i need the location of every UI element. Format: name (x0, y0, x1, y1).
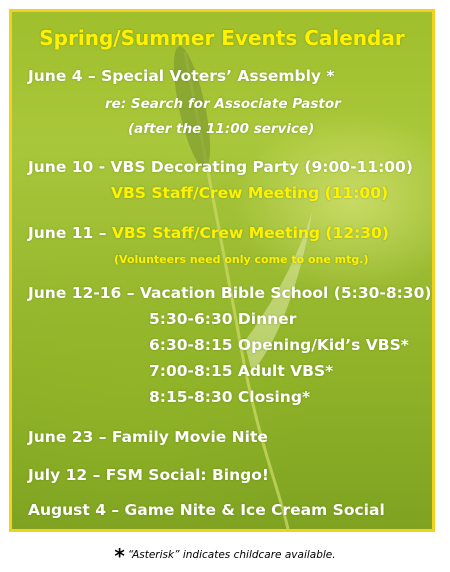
vbs-schedule-item: 7:00-8:15 Adult VBS* (149, 362, 334, 380)
voters-assembly-event: June 4 – Special Voters’ Assembly * (28, 67, 335, 85)
game-nite-event: August 4 – Game Nite & Ice Cream Social (28, 501, 385, 519)
vbs-staff-meeting-2: VBS Staff/Crew Meeting (12:30) (111, 224, 389, 242)
childcare-footnote (0, 544, 450, 568)
vbs-schedule-item: 5:30-6:30 Dinner (149, 310, 297, 328)
asterisk-symbol: * (114, 544, 125, 568)
grass-stem-illustration (12, 12, 432, 529)
footnote-text: “Asterisk” indicates childcare available. (127, 549, 336, 561)
voters-assembly-subject: re: Search for Associate Pastor (105, 96, 341, 112)
vbs-decorating-event: June 10 - VBS Decorating Party (9:00-11:00) (28, 158, 413, 176)
page-title: Spring/Summer Events Calendar (39, 26, 405, 50)
event-date-label: June 11 – (28, 224, 112, 242)
fsm-social-event: July 12 – FSM Social: Bingo! (28, 466, 269, 484)
volunteers-note: (Volunteers need only come to one mtg.) (114, 253, 369, 266)
vbs-schedule-item: 6:30-8:15 Opening/Kid’s VBS* (149, 336, 409, 354)
vbs-schedule-item: 8:15-8:30 Closing* (149, 388, 311, 406)
vacation-bible-school-event: June 12-16 – Vacation Bible School (5:30-8:30) (28, 284, 432, 302)
family-movie-event: June 23 – Family Movie Nite (28, 428, 268, 446)
vbs-staff-meeting-2-event (28, 224, 389, 242)
voters-assembly-time-note: (after the 11:00 service) (128, 121, 315, 137)
events-poster (9, 9, 435, 532)
vbs-staff-meeting-1: VBS Staff/Crew Meeting (11:00) (111, 184, 389, 202)
